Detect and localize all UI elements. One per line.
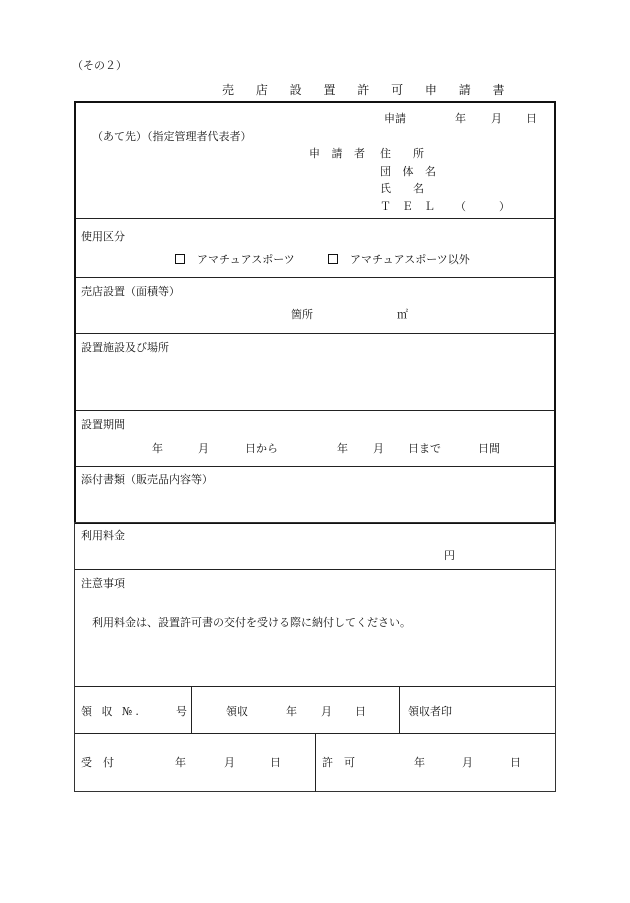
date-label: 申請 bbox=[384, 112, 406, 125]
tel-area-code: （ ） bbox=[455, 200, 510, 213]
receipt-day: 日 bbox=[355, 705, 366, 718]
applicant-label: 申 請 者 bbox=[309, 147, 369, 160]
receipt-date-label: 領収 bbox=[226, 705, 248, 718]
date-day: 日 bbox=[526, 112, 537, 125]
permit-day: 日 bbox=[510, 756, 521, 769]
page-label: （その２） bbox=[72, 59, 127, 72]
divider bbox=[315, 733, 316, 792]
receipt-year: 年 bbox=[286, 705, 297, 718]
usage-option-other[interactable] bbox=[328, 254, 470, 265]
application-frame bbox=[74, 101, 556, 524]
date-month: 月 bbox=[491, 112, 502, 125]
permit-month: 月 bbox=[462, 756, 473, 769]
accept-label: 受 付 bbox=[81, 756, 114, 769]
period-year-end: 年 bbox=[337, 442, 348, 455]
accept-day: 日 bbox=[270, 756, 281, 769]
tel-label: Ｔ Ｅ Ｌ bbox=[380, 200, 435, 213]
shop-label: 売店設置（面積等） bbox=[81, 285, 180, 298]
checkbox-icon[interactable] bbox=[328, 254, 338, 264]
attachments-label: 添付書類（販売品内容等） bbox=[81, 473, 213, 486]
shop-count-unit: 箇所 bbox=[291, 308, 313, 321]
date-year: 年 bbox=[455, 112, 466, 125]
receipt-no-unit: 号 bbox=[176, 705, 187, 718]
period-from: 日から bbox=[245, 442, 278, 455]
receipt-stamp-label: 領収者印 bbox=[408, 705, 452, 718]
period-to: 日まで bbox=[408, 442, 441, 455]
divider bbox=[76, 466, 554, 467]
divider bbox=[399, 686, 400, 733]
usage-option-other-label: アマチュアスポーツ以外 bbox=[350, 253, 470, 266]
divider bbox=[76, 218, 554, 219]
divider bbox=[75, 569, 555, 570]
group-label: 団 体 名 bbox=[380, 165, 440, 178]
notes-label: 注意事項 bbox=[81, 577, 125, 590]
permit-label: 許 可 bbox=[322, 756, 355, 769]
period-days: 日間 bbox=[478, 442, 500, 455]
period-label: 設置期間 bbox=[81, 418, 125, 431]
addressee: （あて先）（指定管理者代表者） bbox=[92, 130, 252, 143]
fee-label: 利用料金 bbox=[81, 529, 125, 542]
period-month-end: 月 bbox=[373, 442, 384, 455]
receipt-month: 月 bbox=[321, 705, 332, 718]
facility-label: 設置施設及び場所 bbox=[81, 341, 169, 354]
page-title: 売 店 設 置 許 可 申 請 書 bbox=[222, 83, 514, 97]
receipt-no-label: 領 収 №. bbox=[81, 705, 142, 718]
accept-year: 年 bbox=[175, 756, 186, 769]
divider bbox=[76, 410, 554, 411]
checkbox-icon[interactable] bbox=[175, 254, 185, 264]
divider bbox=[191, 686, 192, 733]
accept-month: 月 bbox=[224, 756, 235, 769]
divider bbox=[76, 333, 554, 334]
notes-text: 利用料金は、設置許可書の交付を受ける際に納付してください。 bbox=[92, 616, 411, 629]
permit-year: 年 bbox=[414, 756, 425, 769]
divider bbox=[76, 277, 554, 278]
period-year: 年 bbox=[152, 442, 163, 455]
usage-option-amateur-label: アマチュアスポーツ bbox=[197, 253, 295, 266]
name-label: 氏 名 bbox=[380, 182, 424, 195]
period-month: 月 bbox=[198, 442, 209, 455]
address-label: 住 所 bbox=[380, 147, 424, 160]
usage-option-amateur[interactable] bbox=[175, 254, 295, 265]
shop-area-unit: ㎡ bbox=[397, 308, 408, 321]
divider bbox=[75, 686, 555, 687]
usage-label: 使用区分 bbox=[81, 230, 125, 243]
fee-unit: 円 bbox=[444, 549, 455, 562]
